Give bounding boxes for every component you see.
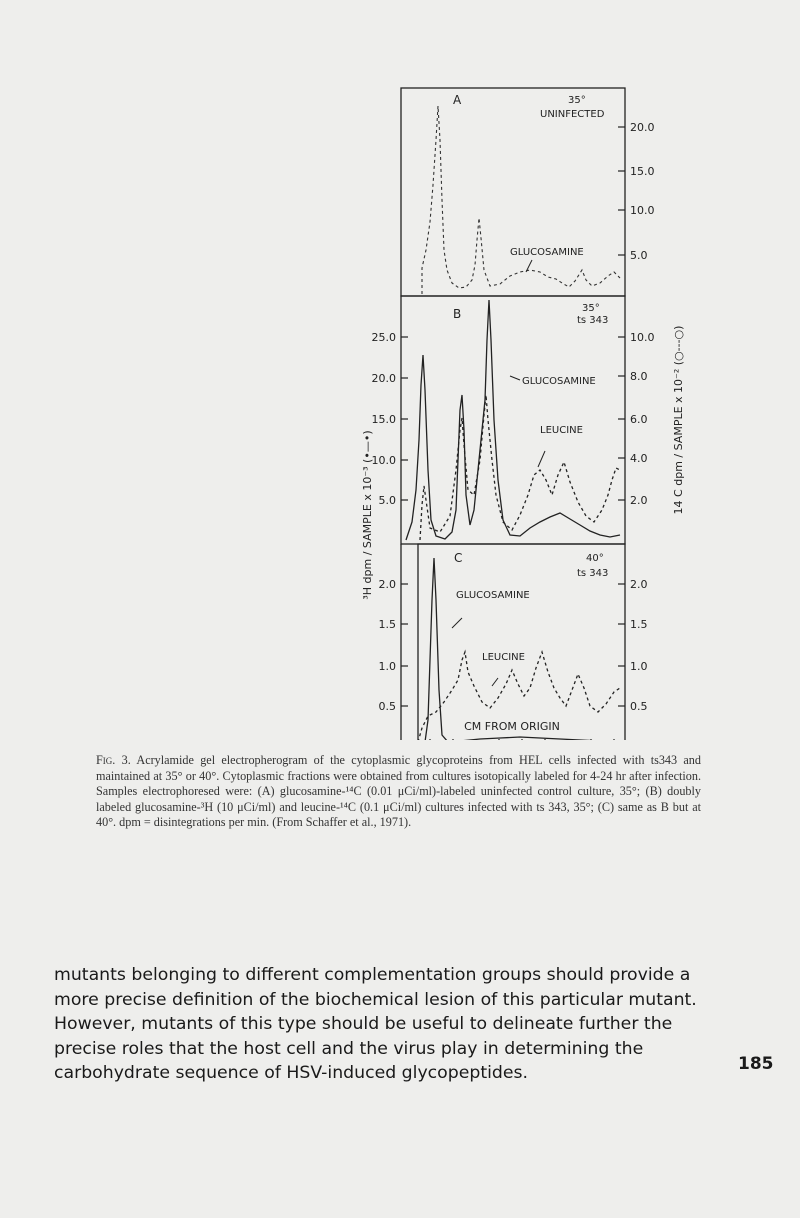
left-axis-title: ³H dpm / SAMPLE x 10⁻³ (•—•) xyxy=(361,430,374,600)
panel-b-right-tick-2: 8.0 xyxy=(630,370,648,383)
panel-a-right-tick-4: 5.0 xyxy=(630,249,648,262)
page-number: 185 xyxy=(738,1054,774,1074)
panel-b-right-tick-3: 6.0 xyxy=(630,413,648,426)
panel-b-leucine-label: LEUCINE xyxy=(540,425,583,436)
panel-a-glucosamine-curve xyxy=(422,106,620,294)
right-tick-marks xyxy=(618,127,625,706)
panel-b-left-tick-4: 10.0 xyxy=(371,454,396,467)
panel-b-temperature: 35° xyxy=(582,303,600,314)
panel-c-glucosamine-label: GLUCOSAMINE xyxy=(456,590,530,601)
panel-a-right-tick-3: 10.0 xyxy=(630,204,655,217)
panel-b-right-tick-4: 4.0 xyxy=(630,452,648,465)
panel-frames xyxy=(401,88,625,740)
panel-a-temperature: 35° xyxy=(568,95,586,106)
panel-c-leucine-label: LEUCINE xyxy=(482,652,525,663)
panel-b-left-tick-1: 25.0 xyxy=(371,331,396,344)
panel-b-leucine-curve xyxy=(420,395,620,540)
panel-c-right-tick-4: 0.5 xyxy=(630,700,648,713)
panel-c-condition: ts 343 xyxy=(577,568,609,579)
panel-b-glucosamine-label: GLUCOSAMINE xyxy=(522,376,596,387)
figure-caption xyxy=(96,753,701,831)
body-paragraph xyxy=(54,963,714,1086)
panel-a-glucosamine-label: GLUCOSAMINE xyxy=(510,247,584,258)
panel-c-letter: C xyxy=(454,551,463,565)
panel-c-right-tick-1: 2.0 xyxy=(630,578,648,591)
panel-c-curves xyxy=(418,558,620,740)
panel-a-right-tick-2: 15.0 xyxy=(630,165,655,178)
panel-b-left-tick-5: 5.0 xyxy=(378,494,396,507)
panel-b-glucosamine-curve xyxy=(406,300,620,540)
left-tick-marks xyxy=(401,337,408,706)
panel-b-right-tick-5: 2.0 xyxy=(630,494,648,507)
panel-b-frame xyxy=(401,296,625,544)
panel-a-letter: A xyxy=(453,93,462,107)
panel-c-left-tick-3: 1.0 xyxy=(378,660,396,673)
panel-b-letter: B xyxy=(453,307,462,321)
figure-caption-label: Fig. 3. xyxy=(96,753,131,767)
panel-c-glucosamine-curve xyxy=(420,558,620,740)
panel-c-left-tick-4: 0.5 xyxy=(378,700,396,713)
panel-b-right-tick-1: 10.0 xyxy=(630,331,655,344)
right-axis-title: 14 C dpm / SAMPLE x 10⁻² (○---○) xyxy=(672,325,685,515)
panel-c-right-tick-3: 1.0 xyxy=(630,660,648,673)
panel-a-condition: UNINFECTED xyxy=(540,109,605,120)
panel-a-right-tick-1: 20.0 xyxy=(630,121,655,134)
panel-b-left-tick-3: 15.0 xyxy=(371,413,396,426)
x-axis-title: CM FROM ORIGIN xyxy=(464,720,560,733)
panel-c-temperature: 40° xyxy=(586,553,604,564)
panel-a-curves xyxy=(422,106,620,294)
panel-b-left-tick-2: 20.0 xyxy=(371,372,396,385)
panel-c-left-tick-2: 1.5 xyxy=(378,618,396,631)
panel-b-condition: ts 343 xyxy=(577,315,609,326)
panel-c-right-tick-2: 1.5 xyxy=(630,618,648,631)
panel-c-left-tick-1: 2.0 xyxy=(378,578,396,591)
body-paragraph-text: mutants belonging to different complementation groups should provide a more precise definition of the biochemical lesion of this particular mutant. However, mutants of this type should be useful to delineate further the precise roles that the host cell and the virus play in determining the carbohydrate sequence of HSV-induced glycopeptides. xyxy=(54,965,697,1083)
figure-caption-text: Acrylamide gel electropherogram of the cytoplasmic glycoproteins from HEL cells infected with ts343 and maintained at 35° or 40°. Cytoplasmic fractions were obtained from cultures isotopically labeled for 4-24 hr after infection. Samples electrophoresed were: (A) glucosamine-¹⁴C (0.01 μCi/ml)-labeled uninfected control culture, 35°; (B) doubly labeled glucosamine-³H (10 μCi/ml) and leucine-¹⁴C (0.1 μCi/ml) cultures infected with ts 343, 35°; (C) same as B but at 40°. dpm = disintegrations per min. (From Schaffer et al., 1971). xyxy=(96,753,701,829)
panel-b-curves xyxy=(406,300,620,540)
